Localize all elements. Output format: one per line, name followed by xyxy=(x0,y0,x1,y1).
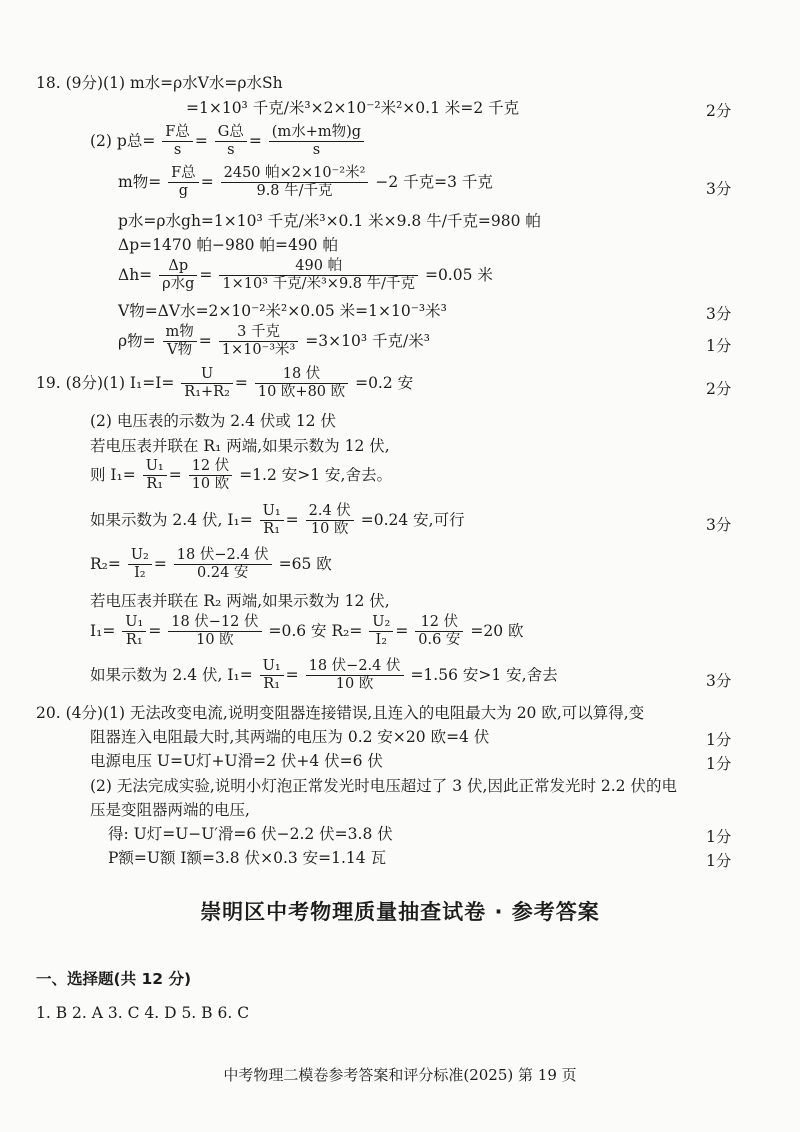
q19-r2-calc: R₂= $\frac{\text{U₂}}{\text{I₂}}$ = 18 伏−2.4 伏 0.24 安 =65 欧 xyxy=(90,547,332,581)
q19-case-2: 若电压表并联在 R₂ 两端,如果示数为 12 伏, xyxy=(90,592,390,610)
q18-frac-g-over-s: G总 s xyxy=(215,124,247,158)
q18-water-pressure: p水=ρ水gh=1×10³ 千克/米³×0.1 米×9.8 牛/千克=980 帕 xyxy=(118,212,541,230)
q20-score-3: 1分 xyxy=(706,828,732,846)
q19-case-1: 若电压表并联在 R₁ 两端,如果示数为 12 伏, xyxy=(90,437,390,455)
choice-section-heading: 一、选择题(共 12 分) xyxy=(36,970,192,988)
q18-mass-object-line: m物= F总 g = 2450 帕×2×10⁻²米² 9.8 牛/千克 −2 千克=3 千克 xyxy=(118,165,493,199)
q20-line-1: 20. (4分)(1) 无法改变电流,说明变阻器连接错误,且连入的电阻最大为 20 欧,可以算得,变 xyxy=(36,704,645,722)
section-title: 崇明区中考物理质量抽查试卷 · 参考答案 xyxy=(200,900,600,924)
q20-line-7: P额=U额 I额=3.8 伏×0.3 安=1.14 瓦 xyxy=(108,849,387,867)
q18-line-2: =1×10³ 千克/米³×2×10⁻²米²×0.1 米=2 千克 xyxy=(186,99,520,117)
q18-delta-h-line: Δh= Δp ρ水g = 490 帕 1×10³ 千克/米³×9.8 牛/千克 =0.05 米 xyxy=(118,258,493,292)
q18-volume: V物=ΔV水=2×10⁻²米²×0.05 米=1×10⁻³米³ xyxy=(118,302,447,320)
q20-line-5: 压是变阻器两端的电压, xyxy=(90,801,250,819)
q18-score-1: 2分 xyxy=(706,102,732,120)
q19-score-1: 2分 xyxy=(706,380,732,398)
choice-answers: 1. B 2. A 3. C 4. D 5. B 6. C xyxy=(36,1004,250,1022)
q18-score-2: 3分 xyxy=(706,180,732,198)
q19-case-2-calc: I₁= $\frac{\text{U₁}}{\text{R₁}}$ = 18 伏−12 伏 10 欧 =0.6 安 R₂= $\frac{\text{U₂}}{\text{I₂}}$ = 12 伏 0.6 安 =20 欧 xyxy=(90,614,524,648)
q20-line-6: 得: U灯=U−U′滑=6 伏−2.2 伏=3.8 伏 xyxy=(108,825,393,843)
q19-part-2: (2) 电压表的示数为 2.4 伏或 12 伏 xyxy=(90,412,336,430)
q18-score-4: 1分 xyxy=(706,337,732,355)
q18-head: 18. (9分)(1) xyxy=(36,74,125,92)
q19-score-2: 3分 xyxy=(706,516,732,534)
q19-case-1b-calc: 如果示数为 2.4 伏, I₁= $\frac{\text{U₁}}{\text{R₁}}$ = 2.4 伏 10 欧 =0.24 安,可行 xyxy=(90,503,465,537)
q18-line-1 xyxy=(36,74,283,93)
q19-case-2b-calc: 如果示数为 2.4 伏, I₁= $\frac{\text{U₁}}{\text{R₁}}$ = 18 伏−2.4 伏 10 欧 =1.56 安>1 安,舍去 xyxy=(90,658,558,692)
q19-line-1: 19. (8分)(1) I₁=I= $\frac{U}{\text{R₁+R₂}}$ = 18 伏 10 欧+80 欧 =0.2 安 xyxy=(36,366,414,400)
q18-mass-water-eq: m水=ρ水V水=ρ水Sh xyxy=(129,74,283,92)
q18-density-line: ρ物= m物 V物 = 3 千克 1×10⁻³米³ =3×10³ 千克/米³ xyxy=(118,324,430,358)
q20-line-4: (2) 无法完成实验,说明小灯泡正常发光时电压超过了 3 伏,因此正常发光时 2.2 伏的电 xyxy=(90,777,677,795)
q19-case-1-calc: 则 I₁= $\frac{\text{U₁}}{\text{R₁}}$ = 12 伏 10 欧 =1.2 安>1 安,舍去。 xyxy=(90,458,392,492)
q20-line-3: 电源电压 U=U灯+U滑=2 伏+4 伏=6 伏 xyxy=(90,752,383,770)
q18-pressure-line: (2) p总= F总 s = G总 s = (m水+m物)g s xyxy=(90,124,366,158)
q18-score-3: 3分 xyxy=(706,305,732,323)
q20-score-1: 1分 xyxy=(706,731,732,749)
q20-line-2: 阻器连入电阻最大时,其两端的电压为 0.2 安×20 欧=4 伏 xyxy=(90,728,490,746)
page-footer: 中考物理二模卷参考答案和评分标准(2025) 第 19 页 xyxy=(223,1066,577,1084)
q18-frac-f-over-s: F总 s xyxy=(162,124,193,158)
q20-score-4: 1分 xyxy=(706,852,732,870)
q20-score-2: 1分 xyxy=(706,755,732,773)
q18-frac-mg-over-s: (m水+m物)g s xyxy=(269,124,364,158)
q19-score-3: 3分 xyxy=(706,672,732,690)
q18-delta-p: Δp=1470 帕−980 帕=490 帕 xyxy=(118,236,338,254)
